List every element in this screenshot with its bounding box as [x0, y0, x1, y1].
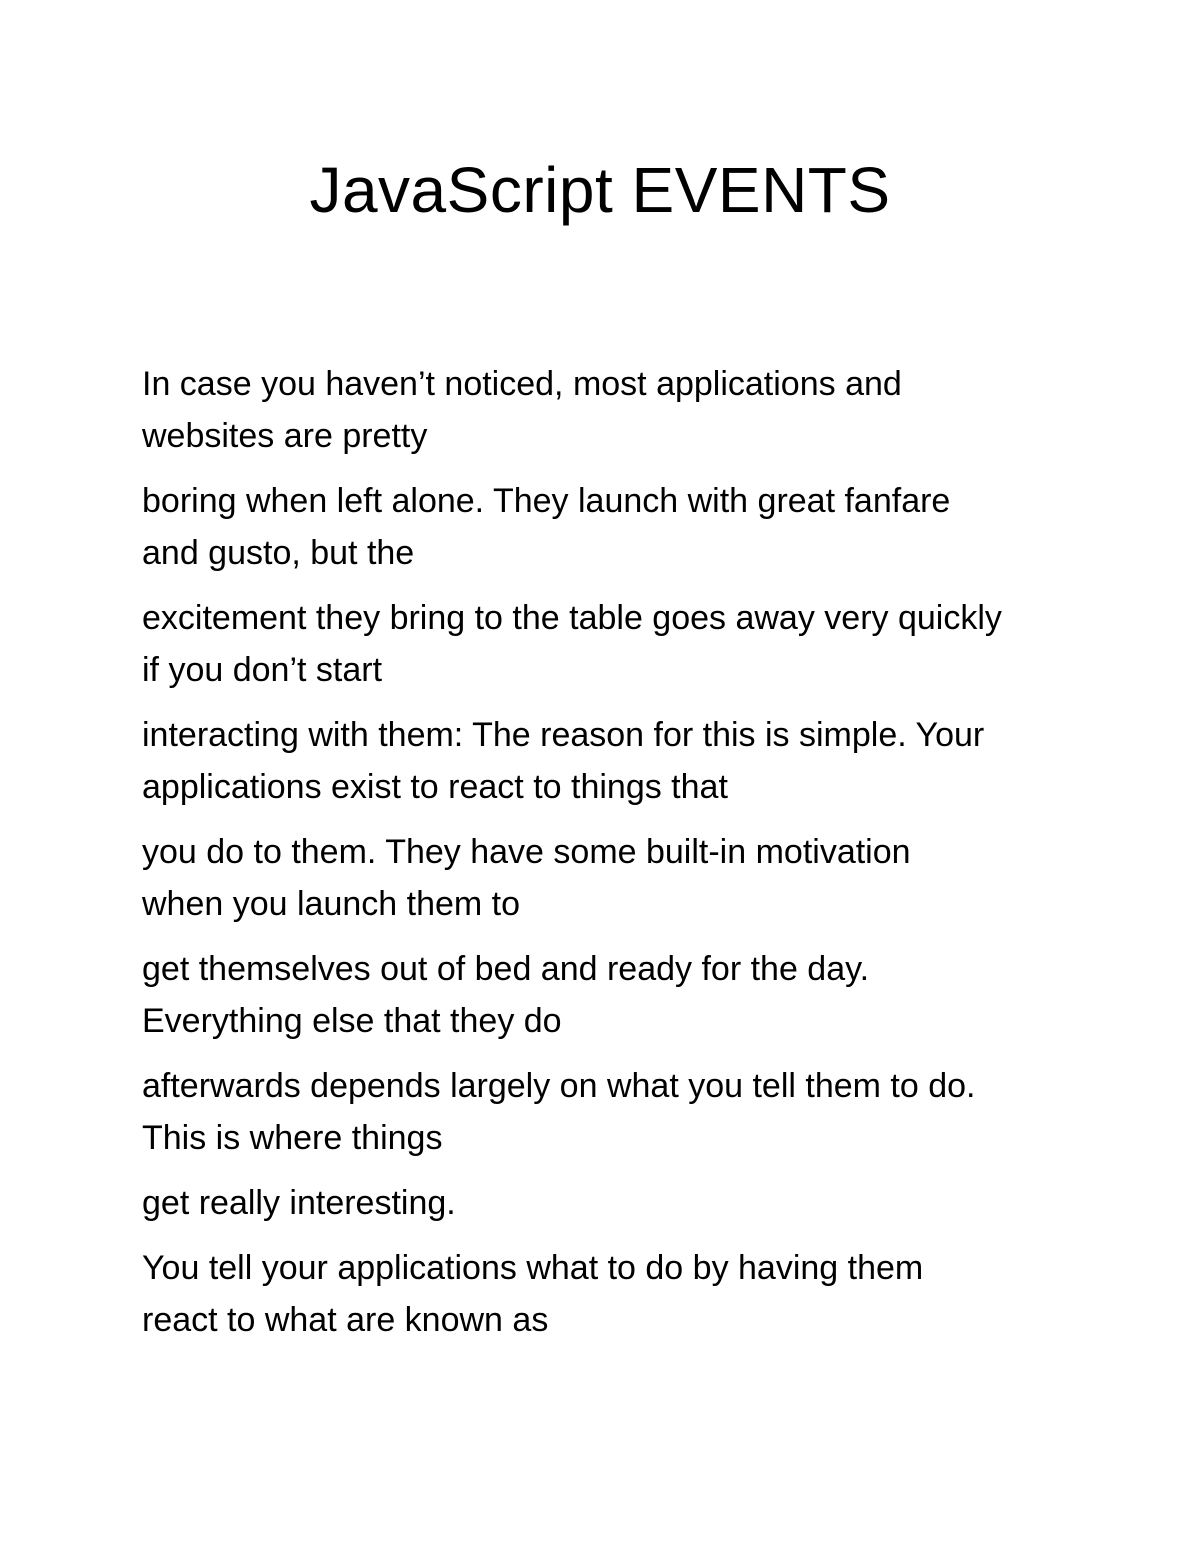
- paragraph: [142, 592, 1082, 696]
- text-line: This is where things: [142, 1119, 443, 1157]
- text-line: applications exist to react to things that: [142, 768, 728, 806]
- paragraph: [142, 1060, 1082, 1164]
- paragraph: [142, 358, 1082, 462]
- text-line: interacting with them: The reason for this is simple. Your: [142, 716, 985, 754]
- text-line: In case you haven’t noticed, most applications and: [142, 365, 902, 403]
- paragraph: [142, 943, 1082, 1047]
- page-title: JavaScript EVENTS: [309, 154, 891, 226]
- text-line: you do to them. They have some built-in motivation: [142, 833, 911, 871]
- text-line: if you don’t start: [142, 651, 383, 689]
- text-line: Everything else that they do: [142, 1002, 562, 1040]
- text-line: boring when left alone. They launch with great fanfare: [142, 482, 951, 520]
- text-line: excitement they bring to the table goes away very quickly: [142, 599, 1002, 637]
- text-line: when you launch them to: [142, 885, 521, 923]
- text-line: You tell your applications what to do by having them: [142, 1249, 924, 1287]
- text-line: get themselves out of bed and ready for the day.: [142, 950, 870, 988]
- document-body: [142, 358, 1082, 1359]
- text-line: afterwards depends largely on what you tell them to do.: [142, 1067, 976, 1105]
- paragraph: [142, 826, 1082, 930]
- paragraph: [142, 709, 1082, 813]
- text-line: get really interesting.: [142, 1184, 456, 1222]
- paragraph: [142, 1177, 1082, 1229]
- text-line: and gusto, but the: [142, 534, 415, 572]
- text-line: react to what are known as: [142, 1301, 549, 1339]
- paragraph: [142, 1242, 1082, 1346]
- text-line: websites are pretty: [142, 417, 428, 455]
- paragraph: [142, 475, 1082, 579]
